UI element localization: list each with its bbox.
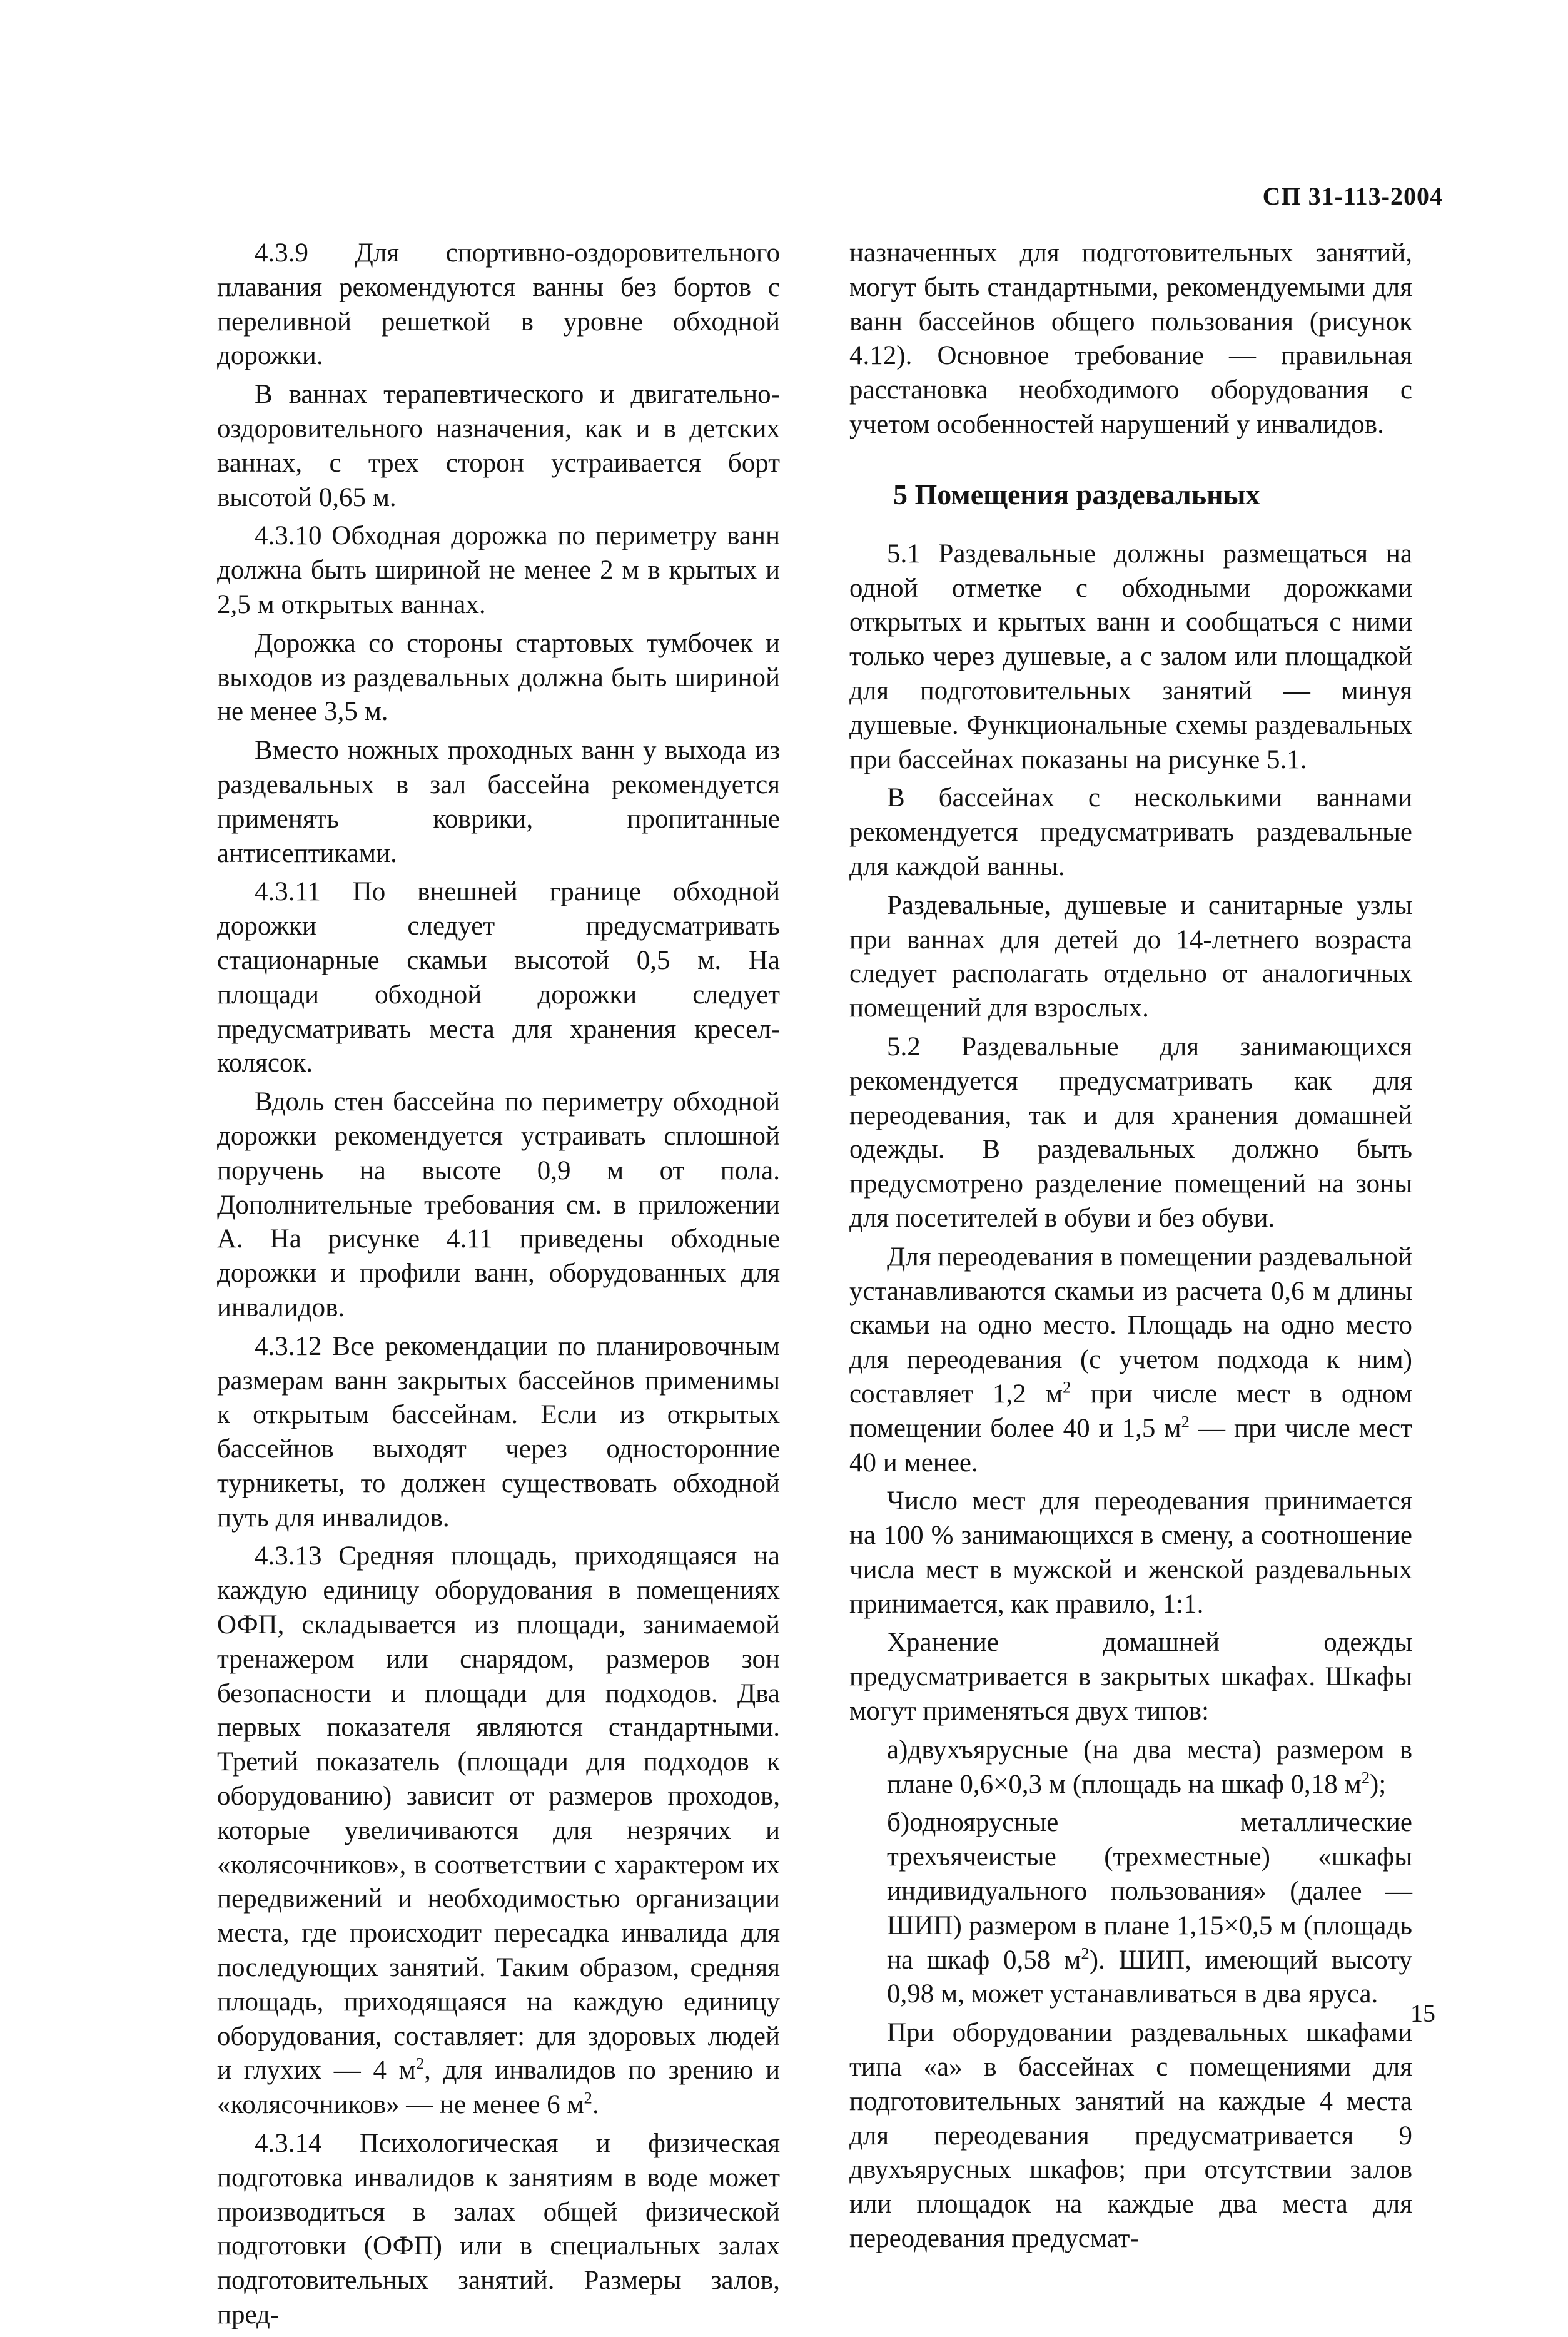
paragraph: Вместо ножных проходных ванн у выхода из раздевальных в зал бассейна рекомендуется применять коврики, пропитанные антисептиками. [217,736,780,868]
list-item-a: а)двухъярусные (на два места) размером в плане 0,6×0,3 м (площадь на шкаф 0,18 $м^2$); [887,1735,1412,1799]
paragraph: Для переодевания в помещении раздевальной устанавливаются скамьи из расчета 0,6 м длины скамьи на одно место. Площадь на одно место для переодевания (с учетом подхода к ним) составляет 1,2 $м^2$ при числе мест в одном помещении более 40 и 1,5 $м^2$ — при числе мест 40 и менее. [849,1242,1412,1478]
paragraph: Дорожка со стороны стартовых тумбочек и выходов из раздевальных должна быть шириной не менее 3,5 м. [217,628,780,727]
paragraph-4-3-11: 4.3.11 По внешней границе обходной дорожки следует предусматривать стационарные скамьи высотой 0,5 м. На площади обходной дорожки следует предусматривать места для хранения кресел-колясок. [217,877,780,1078]
list-item-b: б)одноярусные металлические трехъячеистые (трехместные) «шкафы индивидуального пользования» (далее — ШИП) размером в плане 1,15×0,5 м (площадь на шкаф 0,58 $м^2$). ШИП, имеющий высоту 0,98 м, может устанавливаться в два яруса. [887,1808,1412,2009]
paragraph-4-3-14: 4.3.14 Психологическая и физическая подготовка инвалидов к занятиям в воде может производиться в залах общей физической подготовки (ОФП) или в специальных залах подготовительных занятий. Размеры залов, пред- [217,2129,780,2330]
paragraph-5-2: 5.2 Раздевальные для занимающихся рекомендуется предусматривать как для переодевания, так и для хранения домашней одежды. В раздевальных должно быть предусмотрено разделение помещений на зоны для посетителей в обуви и без обуви. [849,1032,1412,1233]
left-column [217,236,780,2337]
paragraph-4-3-13: 4.3.13 Средняя площадь, приходящаяся на каждую единицу оборудования в помещениях ОФП, складывается из площади, занимаемой тренажером или снарядом, размеров зон безопасности и площади для подходов. Два первых показателя являются стандартными. Третий показатель (площади для подходов к оборудованию) зависит от размеров проходов, которые увеличиваются для незрячих и «колясочников», в соответствии с характером их передвижений и необходимостью организации места, где происходит пересадка инвалида для последующих занятий. Таким образом, средняя площадь, приходящаяся на каждую единицу оборудования, составляет: для здоровых людей и глухих — 4 $м^2$, для инвалидов по зрению и «колясочников» — не менее 6 $м^2$. [217,1541,780,2120]
paragraph-4-3-10: 4.3.10 Обходная дорожка по периметру ванн должна быть шириной не менее 2 м в крытых и 2,5 м открытых ваннах. [217,521,780,619]
page-number: 15 [1410,1999,1435,2027]
paragraph: В ваннах терапевтического и двигательно-оздоровительного назначения, как и в детских ваннах, с трех сторон устраивается борт высотой 0,65 м. [217,380,780,512]
paragraph: Хранение домашней одежды предусматривается в закрытых шкафах. Шкафы могут применяться двух типов: [849,1628,1412,1726]
paragraph-5-1: 5.1 Раздевальные должны размещаться на одной отметке с обходными дорожками открытых и крытых ванн и сообщаться с ними только через душевые, а с залом или площадкой для подготовительных занятий — минуя душевые. Функциональные схемы раздевальных при бассейнах показаны на рисунке 5.1. [849,539,1412,774]
paragraph-4-3-9: 4.3.9 Для спортивно-оздоровительного плавания рекомендуются ванны без бортов с переливной решеткой в уровне обходной дорожки. [217,238,780,371]
section-title: 5 Помещения раздевальных [893,478,1260,510]
right-column [849,236,1412,2261]
paragraph-4-3-12: 4.3.12 Все рекомендации по планировочным размерам ванн закрытых бассейнов применимы к открытым бассейнам. Если из открытых бассейнов выходят через односторонние турникеты, то должен существовать обходной путь для инвалидов. [217,1331,780,1533]
paragraph: Раздевальные, душевые и санитарные узлы при ваннах для детей до 14-летнего возраста следует располагать отдельно от аналогичных помещений для взрослых. [849,890,1412,1023]
paragraph: В бассейнах с несколькими ваннами рекомендуется предусматривать раздевальные для каждой ванны. [849,783,1412,881]
paragraph: При оборудовании раздевальных шкафами типа «а» в бассейнах с помещениями для подготовительных занятий на каждые 4 места для переодевания предусматривается 9 двухъярусных шкафов; при отсутствии залов или площадок на каждые два места для переодевания предусмат- [849,2018,1412,2254]
paragraph: Число мест для переодевания принимается на 100 % занимающихся в смену, а соотношение числа мест в мужской и женской раздевальных принимается, как правило, 1:1. [849,1486,1412,1619]
document-code: СП 31-113-2004 [1262,182,1443,210]
paragraph-continuation: назначенных для подготовительных занятий, могут быть стандартными, рекомендуемыми для ванн бассейнов общего пользования (рисунок 4.12). Основное требование — правильная расстановка необходимого оборудования с учетом особенностей нарушений у инвалидов. [849,238,1412,439]
paragraph: Вдоль стен бассейна по периметру обходной дорожки рекомендуется устраивать сплошной поручень на высоте 0,9 м от пола. Дополнительные требования см. в приложении А. На рисунке 4.11 приведены обходные дорожки и профили ванн, оборудованных для инвалидов. [217,1087,780,1322]
